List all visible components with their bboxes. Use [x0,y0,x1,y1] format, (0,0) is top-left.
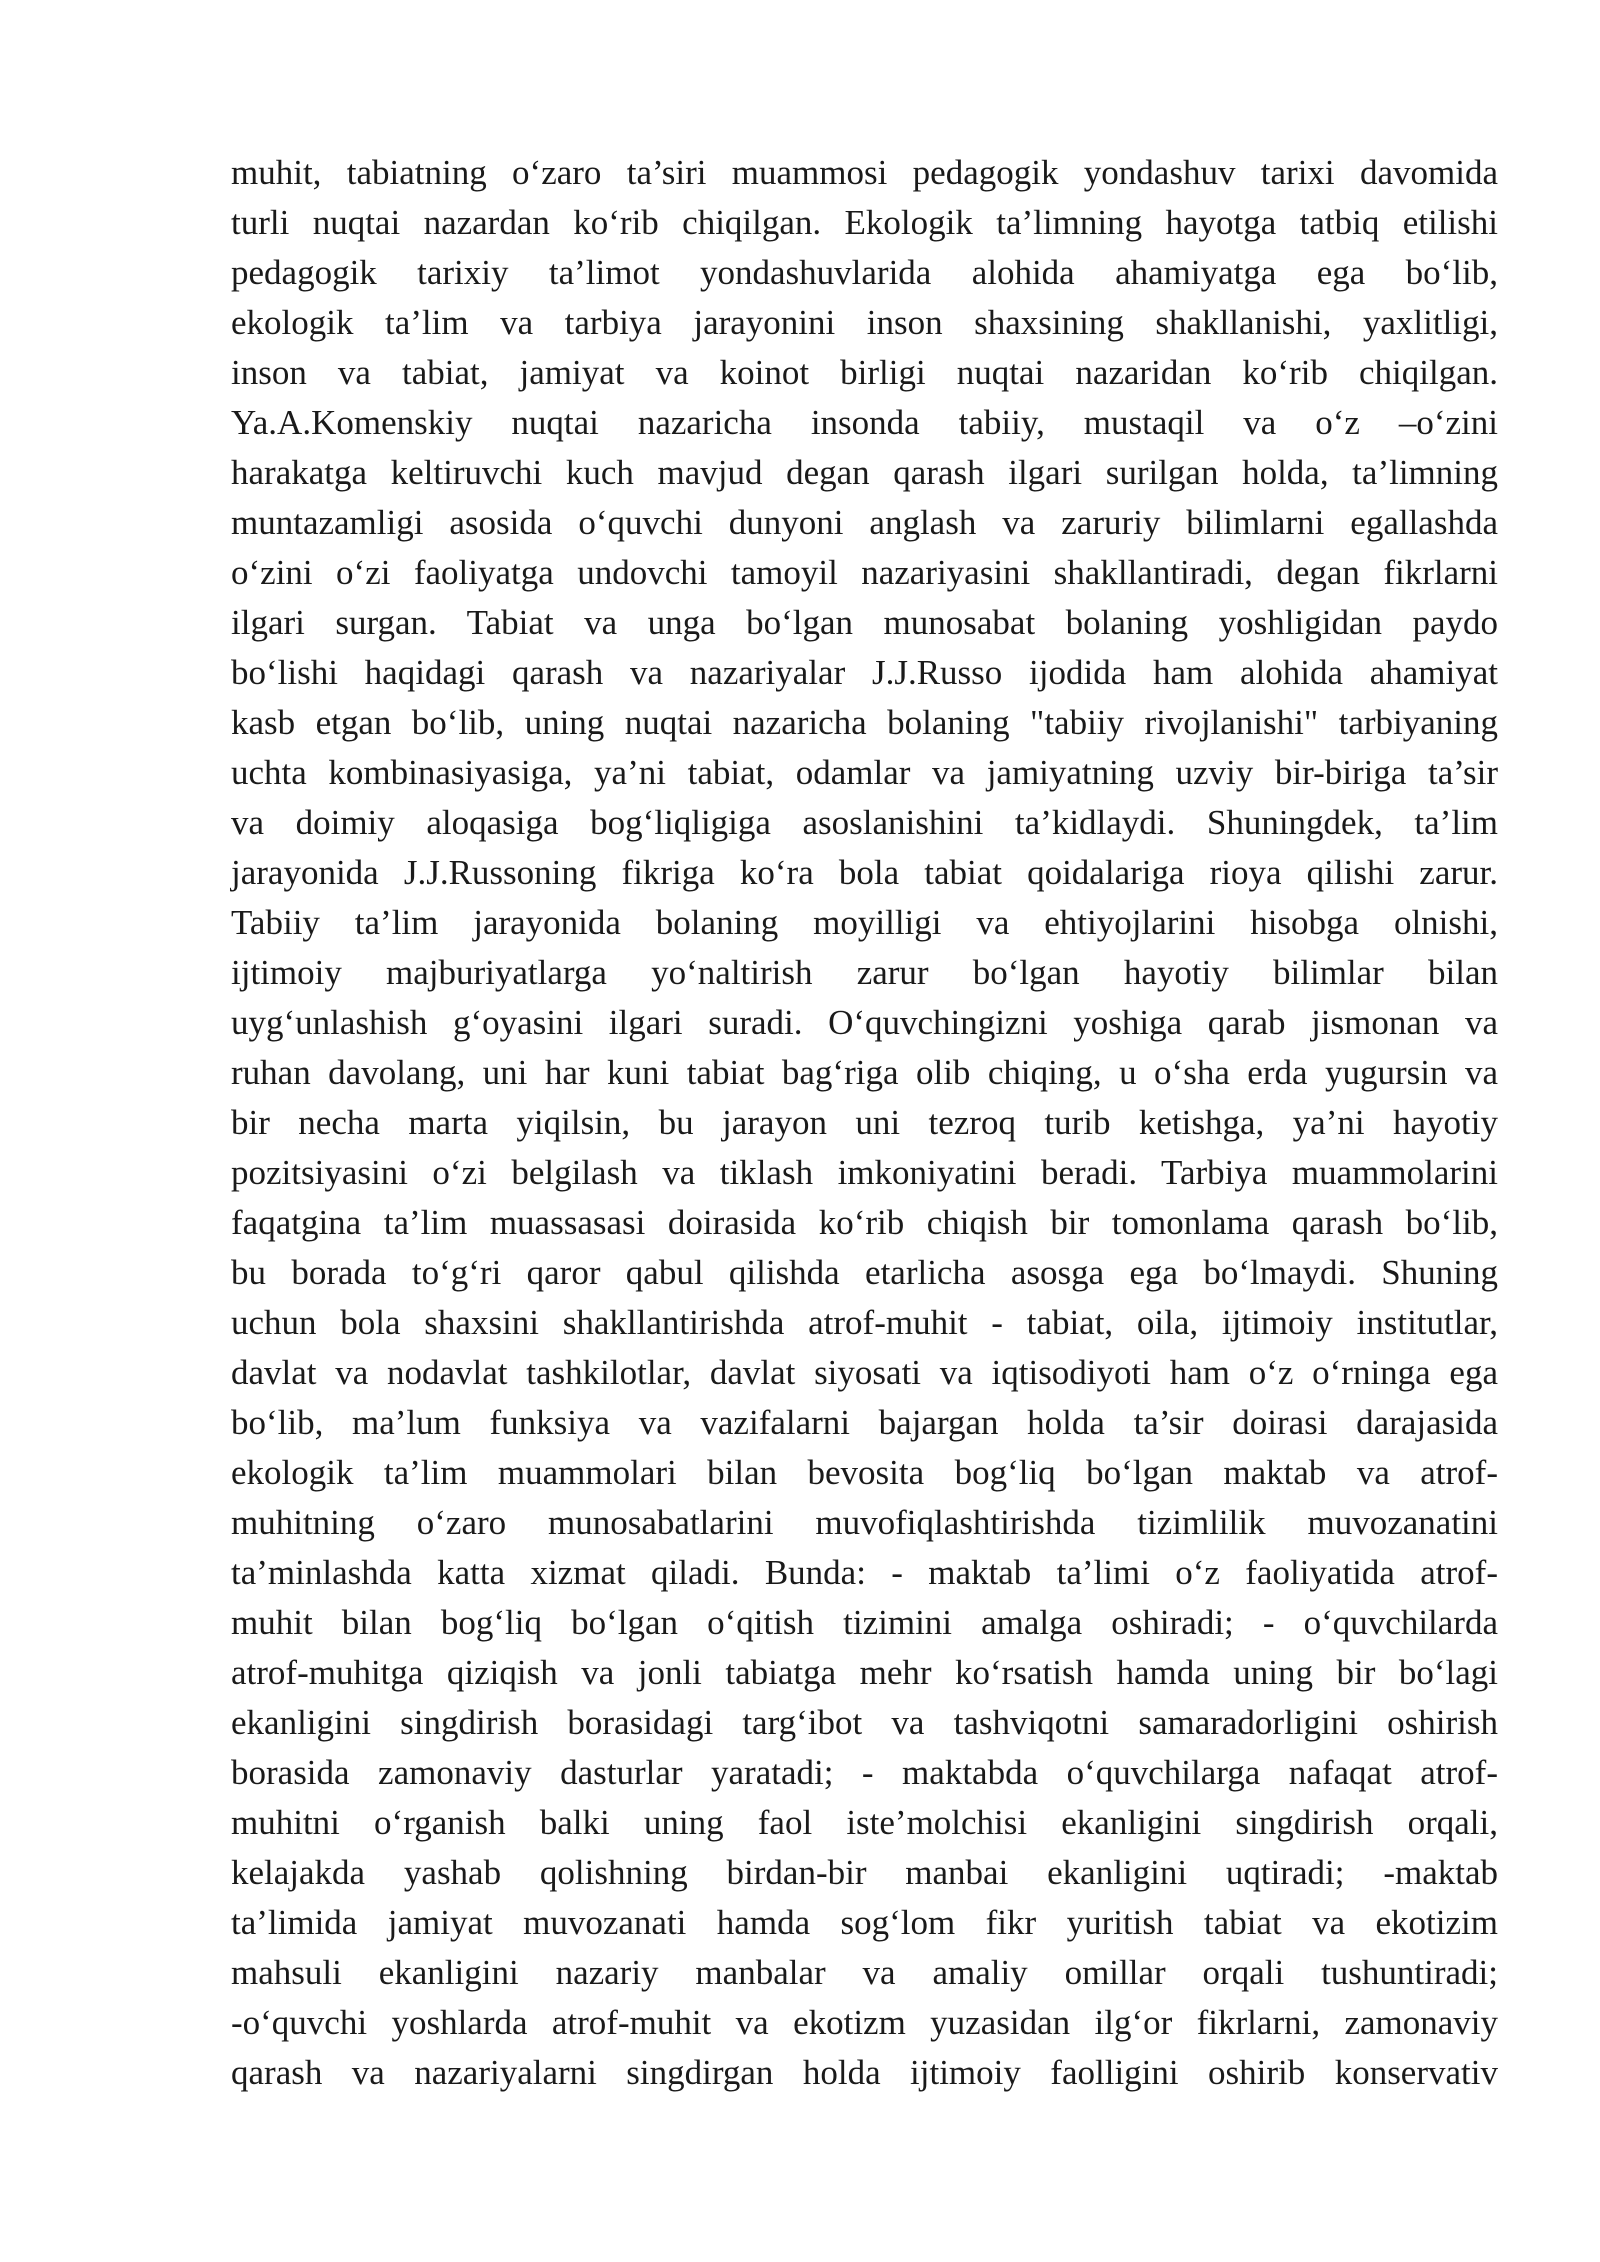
text-line: borasida zamonaviy dasturlar yaratadi; - maktabda o‘quvchilarga nafaqat atrof- [231,1753,1498,1792]
text-line: kasb etgan bo‘lib, uning nuqtai nazaricha bolaning "tabiiy rivojlanishi" tarbiyaning [231,703,1498,742]
text-line: muhit bilan bog‘liq bo‘lgan o‘qitish tizimini amalga oshiradi; - o‘quvchilarda [231,1603,1498,1642]
text-line: bu borada to‘g‘ri qaror qabul qilishda etarlicha asosga ega bo‘lmaydi. Shuning [231,1253,1498,1292]
text-line: o‘zini o‘zi faoliyatga undovchi tamoyil nazariyasini shakllantiradi, degan fikrlarni [231,553,1498,592]
text-line: jarayonida J.J.Russoning fikriga ko‘ra bola tabiat qoidalariga rioya qilishi zarur. [231,853,1498,892]
text-line: ijtimoiy majburiyatlarga yo‘naltirish zarur bo‘lgan hayotiy bilimlar bilan [231,953,1498,992]
text-line: bo‘lishi haqidagi qarash va nazariyalar J.J.Russo ijodida ham alohida ahamiyat [231,653,1498,692]
text-line: ta’minlashda katta xizmat qiladi. Bunda: - maktab ta’limi o‘z faoliyatida atrof- [231,1553,1498,1592]
text-line: ekologik ta’lim muammolari bilan bevosita bog‘liq bo‘lgan maktab va atrof- [231,1453,1498,1492]
text-line: ruhan davolang, uni har kuni tabiat bag‘riga olib chiqing, u o‘sha erda yugursin va [231,1053,1498,1092]
text-line: bo‘lib, ma’lum funksiya va vazifalarni bajargan holda ta’sir doirasi darajasida [231,1403,1498,1442]
text-line: faqatgina ta’lim muassasasi doirasida ko‘rib chiqish bir tomonlama qarash bo‘lib, [231,1203,1498,1242]
text-line: muntazamligi asosida o‘quvchi dunyoni anglash va zaruriy bilimlarni egallashda [231,503,1498,542]
text-line: va doimiy aloqasiga bog‘liqligiga asoslanishini ta’kidlaydi. Shuningdek, ta’lim [231,803,1498,842]
text-line: pozitsiyasini o‘zi belgilash va tiklash imkoniyatini beradi. Tarbiya muammolarini [231,1153,1498,1192]
text-line: inson va tabiat, jamiyat va koinot birligi nuqtai nazaridan ko‘rib chiqilgan. [231,353,1498,392]
text-line: muhit, tabiatning o‘zaro ta’siri muammosi pedagogik yondashuv tarixi davomida [231,153,1498,192]
body-text [231,148,1498,2098]
text-line: uchta kombinasiyasiga, ya’ni tabiat, odamlar va jamiyatning uzviy bir-biriga ta’sir [231,753,1498,792]
text-line: ilgari surgan. Tabiat va unga bo‘lgan munosabat bolaning yoshligidan paydo [231,603,1498,642]
text-line: uchun bola shaxsini shakllantirishda atrof-muhit - tabiat, oila, ijtimoiy institutlar, [231,1303,1498,1342]
text-line: pedagogik tarixiy ta’limot yondashuvlarida alohida ahamiyatga ega bo‘lib, [231,253,1498,292]
text-line: atrof-muhitga qiziqish va jonli tabiatga mehr ko‘rsatish hamda uning bir bo‘lagi [231,1653,1498,1692]
text-line: ekologik ta’lim va tarbiya jarayonini inson shaxsining shakllanishi, yaxlitligi, [231,303,1498,342]
text-line: muhitning o‘zaro munosabatlarini muvofiqlashtirishda tizimlilik muvozanatini [231,1503,1498,1542]
text-line: mahsuli ekanligini nazariy manbalar va amaliy omillar orqali tushuntiradi; [231,1953,1498,1992]
text-line: ta’limida jamiyat muvozanati hamda sog‘lom fikr yuritish tabiat va ekotizim [231,1903,1498,1942]
text-line: -o‘quvchi yoshlarda atrof-muhit va ekotizm yuzasidan ilg‘or fikrlarni, zamonaviy [231,2003,1498,2042]
text-line: Tabiiy ta’lim jarayonida bolaning moyilligi va ehtiyojlarini hisobga olnishi, [231,903,1498,942]
text-line: davlat va nodavlat tashkilotlar, davlat siyosati va iqtisodiyoti ham o‘z o‘rninga ega [231,1353,1498,1392]
text-line: turli nuqtai nazardan ko‘rib chiqilgan. Ekologik ta’limning hayotga tatbiq etilishi [231,203,1498,242]
text-line: harakatga keltiruvchi kuch mavjud degan qarash ilgari surilgan holda, ta’limning [231,453,1498,492]
text-line: uyg‘unlashish g‘oyasini ilgari suradi. O‘quvchingizni yoshiga qarab jismonan va [231,1003,1498,1042]
text-line: qarash va nazariyalarni singdirgan holda ijtimoiy faolligini oshirib konservativ [231,2053,1498,2092]
text-line: bir necha marta yiqilsin, bu jarayon uni tezroq turib ketishga, ya’ni hayotiy [231,1103,1498,1142]
text-line: ekanligini singdirish borasidagi targ‘ibot va tashviqotni samaradorligini oshirish [231,1703,1498,1742]
text-line: kelajakda yashab qolishning birdan-bir manbai ekanligini uqtiradi; -maktab [231,1853,1498,1892]
text-line: muhitni o‘rganish balki uning faol iste’molchisi ekanligini singdirish orqali, [231,1803,1498,1842]
text-line: Ya.A.Komenskiy nuqtai nazaricha insonda tabiiy, mustaqil va o‘z –o‘zini [231,403,1498,442]
